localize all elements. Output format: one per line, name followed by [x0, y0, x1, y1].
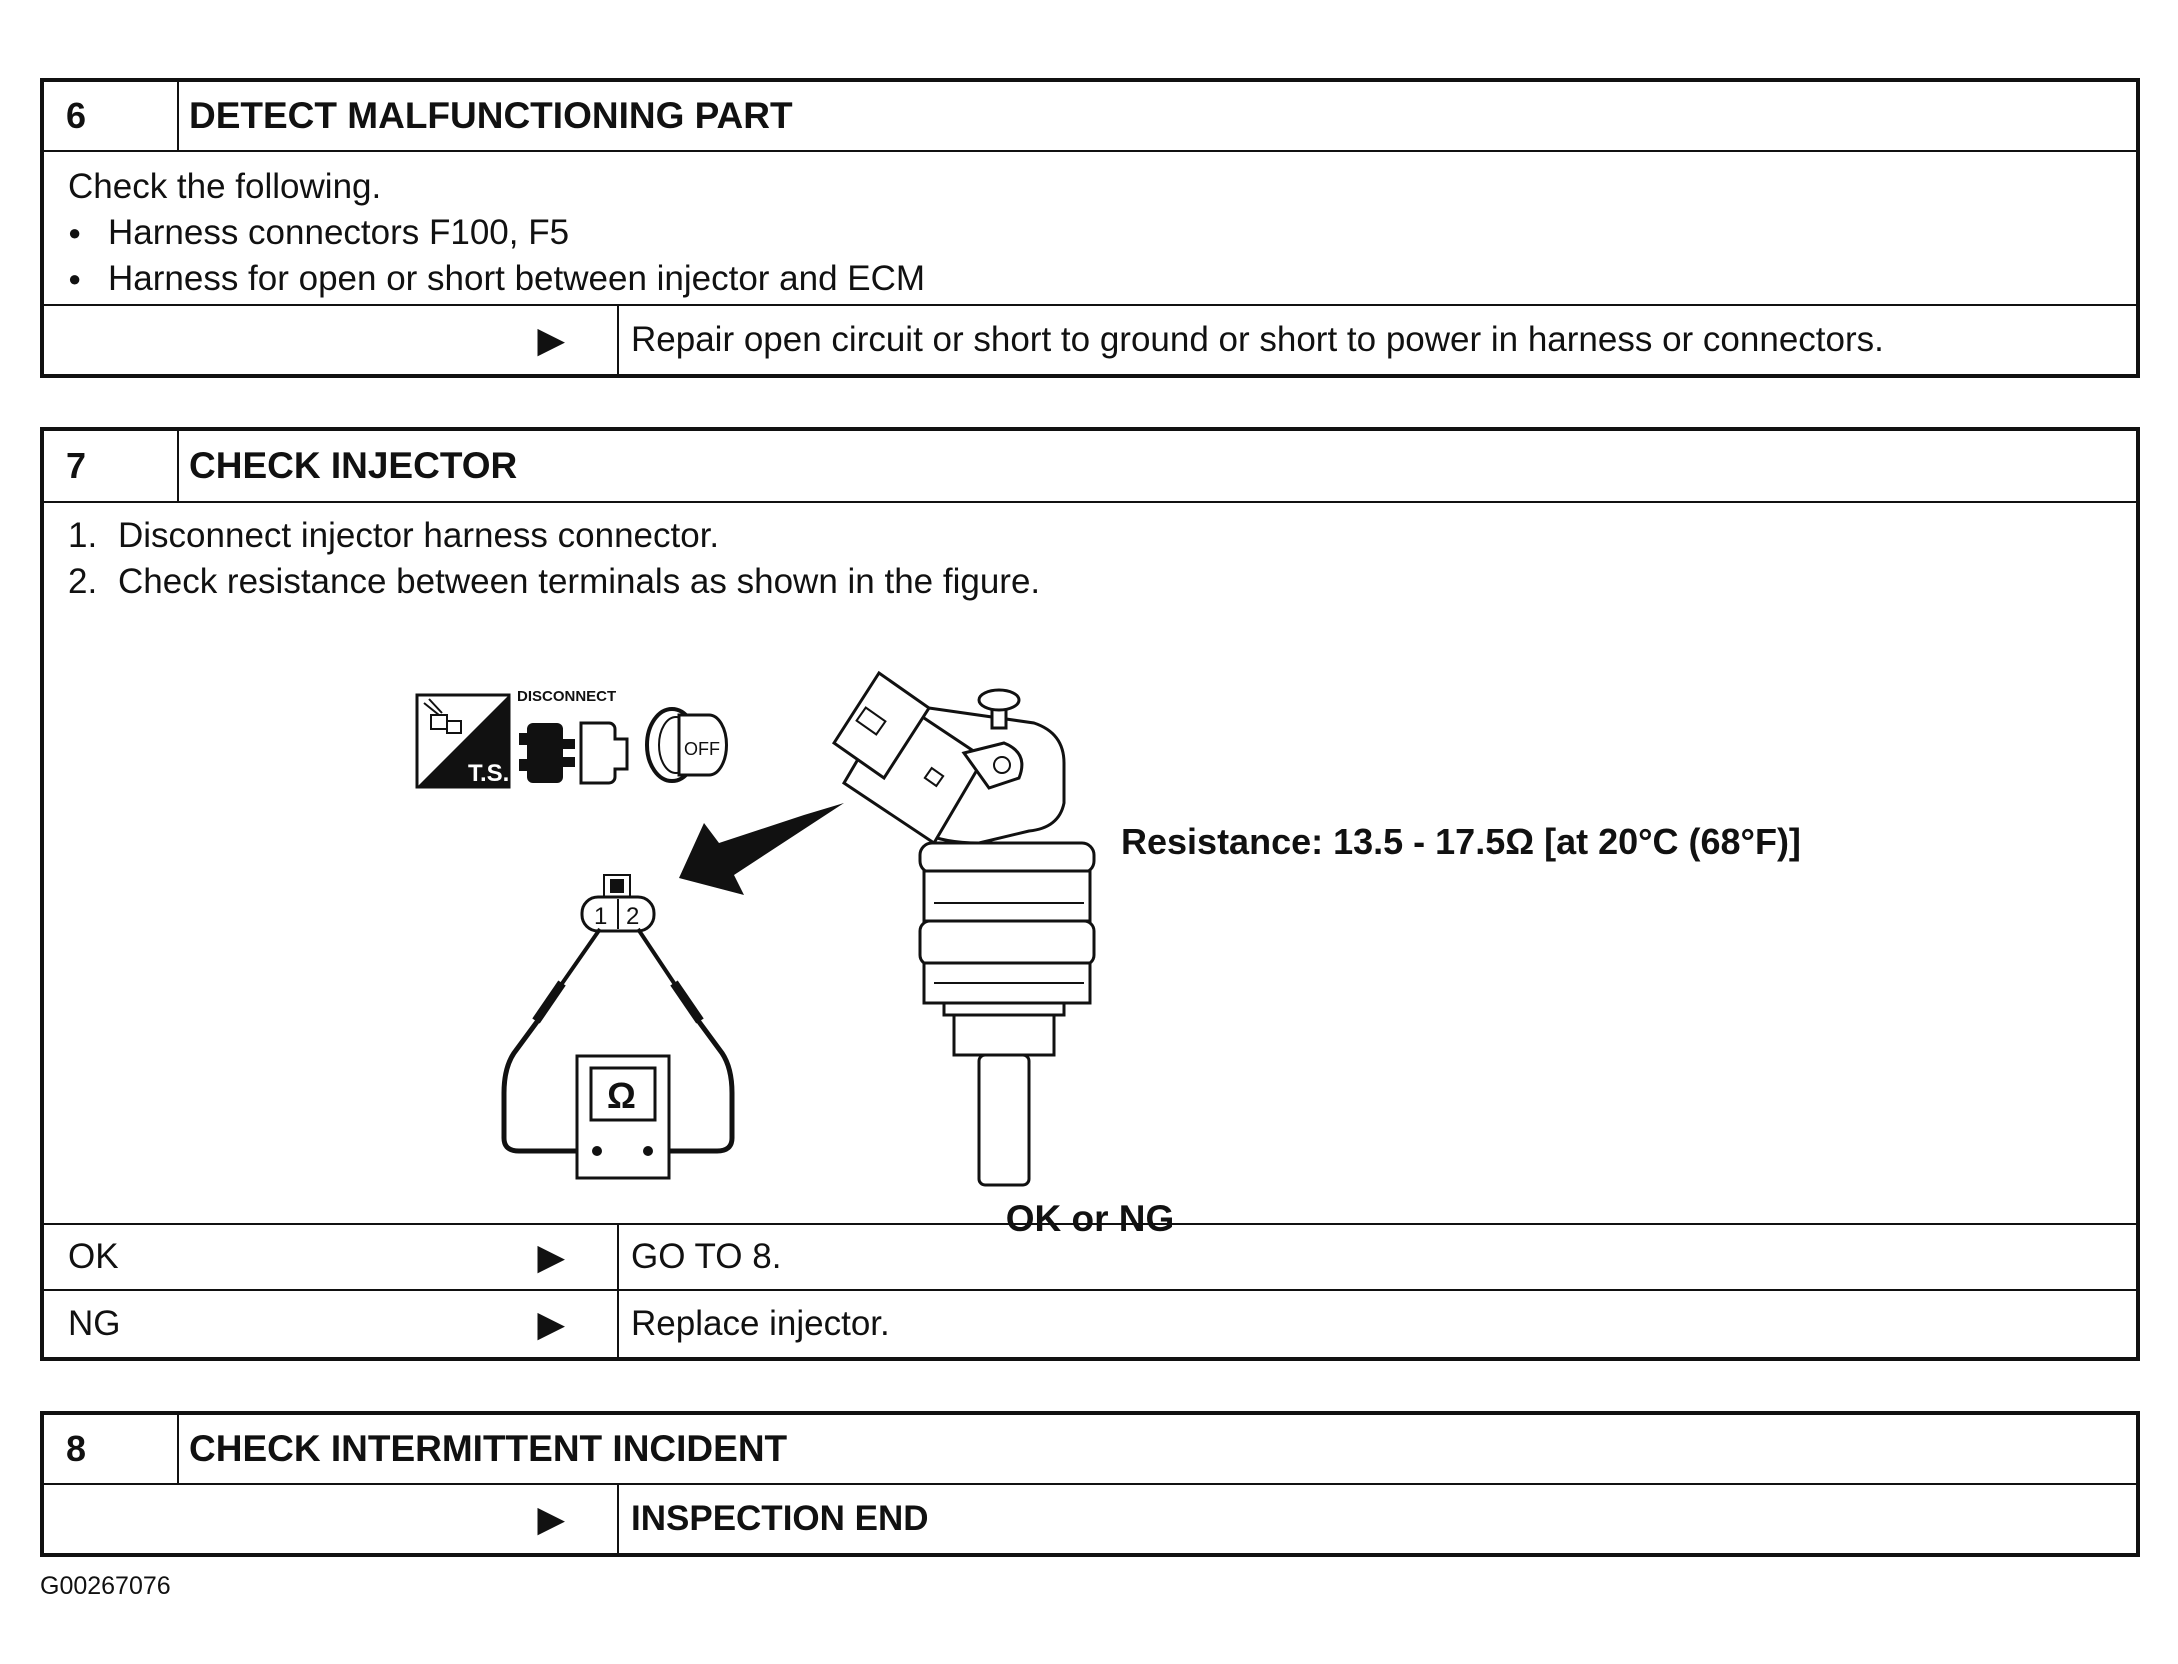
instruction-list [44, 503, 2136, 613]
result-row [44, 1291, 2136, 1357]
terminal-1-label: 1 [594, 903, 608, 930]
bullet-icon: ● [68, 220, 82, 245]
step-7-body [44, 503, 2136, 1239]
disconnect-icon [517, 688, 627, 783]
ok-or-ng-label: OK or NG [1005, 1198, 1175, 1239]
off-label: OFF [684, 739, 720, 759]
step-6-box [40, 78, 2140, 378]
condition-label: NG [68, 1304, 121, 1343]
result-condition [44, 306, 619, 374]
step-8-box [40, 1411, 2140, 1557]
injector-figure [44, 613, 2136, 1239]
ts-icon [417, 695, 509, 787]
arrow-right-icon: ▶ [537, 1236, 565, 1277]
list-item [68, 210, 2112, 256]
ignition-off-icon [647, 709, 727, 781]
list-item [68, 513, 2112, 559]
result-row [44, 306, 2136, 374]
step-title: CHECK INJECTOR [189, 445, 518, 486]
ts-label: T.S. [468, 760, 510, 787]
step-number: 6 [44, 82, 179, 150]
item-number: 2. [68, 562, 98, 601]
result-condition [44, 1291, 619, 1357]
result-action: Repair open circuit or short to ground or short to power in harness or connectors. [631, 320, 1884, 359]
result-action: Replace injector. [631, 1304, 890, 1343]
injector-diagram [44, 603, 2136, 1223]
arrow-pointer [679, 803, 844, 895]
result-action: INSPECTION END [631, 1499, 929, 1538]
step-6-header [44, 82, 2136, 152]
resistance-spec: Resistance: 13.5 - 17.5Ω [at 20°C (68°F)] [1121, 821, 1801, 862]
list-item [68, 559, 2112, 605]
list-item [68, 256, 2112, 302]
injector-illustration [834, 673, 1094, 1185]
item-text: Check resistance between terminals as shown in the figure. [118, 562, 1041, 601]
step-title: DETECT MALFUNCTIONING PART [189, 95, 793, 136]
arrow-right-icon: ▶ [537, 1498, 565, 1539]
ohmmeter [577, 1056, 669, 1178]
step-number: 7 [44, 431, 179, 501]
bullet-text: Harness for open or short between injector and ECM [108, 259, 926, 298]
item-text: Disconnect injector harness connector. [118, 516, 720, 555]
harness-connector [582, 875, 654, 931]
condition-label: OK [68, 1237, 119, 1276]
ohm-icon: Ω [607, 1075, 636, 1116]
step-title: CHECK INTERMITTENT INCIDENT [189, 1428, 788, 1469]
step-7-header [44, 431, 2136, 503]
result-row [44, 1485, 2136, 1553]
figure-code: G00267076 [40, 1572, 171, 1600]
intro-text: Check the following. [68, 167, 382, 206]
result-condition [44, 1485, 619, 1553]
step-6-body [44, 152, 2136, 306]
arrow-right-icon: ▶ [537, 1303, 565, 1344]
disconnect-label: DISCONNECT [517, 688, 617, 705]
item-number: 1. [68, 516, 98, 555]
step-number: 8 [44, 1415, 179, 1483]
step-8-header [44, 1415, 2136, 1485]
step-7-box [40, 427, 2140, 1361]
bullet-text: Harness connectors F100, F5 [108, 213, 570, 252]
arrow-right-icon: ▶ [537, 319, 565, 360]
terminal-2-label: 2 [626, 903, 640, 930]
result-action: GO TO 8. [631, 1237, 782, 1276]
bullet-icon: ● [68, 266, 82, 291]
